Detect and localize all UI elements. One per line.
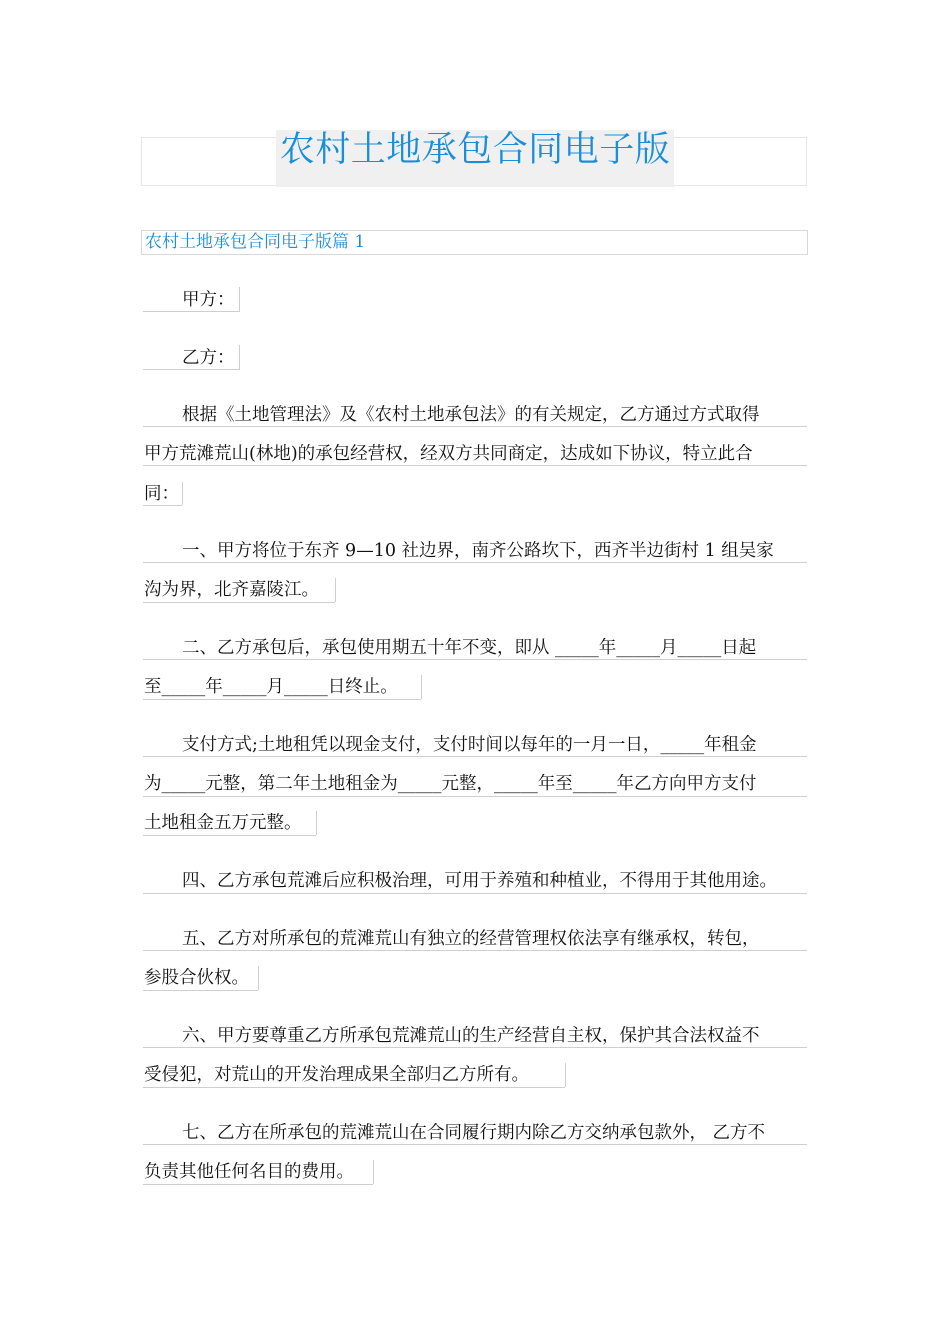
clause-2-line: 至_____年_____月_____日终止。 bbox=[144, 677, 398, 697]
text-edge bbox=[182, 482, 183, 505]
text-underline bbox=[143, 505, 182, 506]
text-underline bbox=[143, 465, 807, 466]
text-underline bbox=[143, 426, 807, 427]
section-heading: 农村土地承包合同电子版篇 1 bbox=[145, 232, 366, 252]
text-underline bbox=[143, 796, 807, 797]
text-edge bbox=[239, 287, 240, 311]
clause-2-line: 二、乙方承包后，承包使用期五十年不变，即从 _____年_____月_____日起 bbox=[182, 638, 757, 658]
clause-7-line: 负责其他任何名目的费用。 bbox=[144, 1162, 354, 1182]
clause-7-line: 七、乙方在所承包的荒滩荒山在合同履行期内除乙方交纳承包款外， 乙方不 bbox=[182, 1123, 766, 1143]
clause-4-line: 四、乙方承包荒滩后应积极治理，可用于养殖和种植业，不得用于其他用途。 bbox=[182, 871, 777, 891]
text-underline bbox=[143, 659, 807, 660]
clause-6-line: 六、甲方要尊重乙方所承包荒滩荒山的生产经营自主权，保护其合法权益不 bbox=[182, 1026, 760, 1046]
document-title: 农村土地承包合同电子版 bbox=[279, 130, 671, 170]
payment-line: 为_____元整，第二年土地租金为_____元整，_____年至_____年乙方向甲方支付 bbox=[144, 774, 757, 794]
text-underline bbox=[143, 602, 335, 603]
text-underline bbox=[143, 311, 240, 312]
text-edge bbox=[335, 578, 336, 602]
text-edge bbox=[373, 1160, 374, 1184]
text-underline bbox=[143, 1144, 807, 1145]
text-underline bbox=[143, 990, 258, 991]
text-underline bbox=[143, 1184, 373, 1185]
clause-1-line: 一、甲方将位于东齐 9—10 社边界，南齐公路坎下，西齐半边街村 1 组吴家 bbox=[182, 541, 774, 561]
paragraph-line: 甲方荒滩荒山(林地)的承包经营权，经双方共同商定，达成如下协议，特立此合 bbox=[144, 444, 753, 464]
text-edge bbox=[565, 1063, 566, 1087]
payment-line: 支付方式;土地租凭以现金支付，支付时间以每年的一月一日，_____年租金 bbox=[182, 735, 757, 755]
text-underline bbox=[143, 1047, 807, 1048]
party-a-label: 甲方： bbox=[182, 290, 235, 310]
paragraph-line: 根据《土地管理法》及《农村土地承包法》的有关规定，乙方通过方式取得 bbox=[182, 405, 760, 425]
clause-5-line: 五、乙方对所承包的荒滩荒山有独立的经营管理权依法享有继承权，转包， bbox=[182, 929, 760, 949]
text-underline bbox=[143, 562, 807, 563]
payment-line: 土地租金五万元整。 bbox=[144, 813, 302, 833]
text-underline bbox=[143, 699, 421, 700]
party-b-label: 乙方： bbox=[182, 348, 235, 368]
text-underline bbox=[143, 835, 316, 836]
clause-1-line: 沟为界，北齐嘉陵江。 bbox=[144, 580, 319, 600]
paragraph-line: 同： bbox=[144, 484, 179, 504]
text-underline bbox=[143, 893, 807, 894]
text-underline bbox=[143, 369, 240, 370]
text-underline bbox=[143, 756, 807, 757]
text-underline bbox=[143, 1087, 565, 1088]
text-edge bbox=[239, 345, 240, 369]
text-edge bbox=[316, 811, 317, 835]
text-underline bbox=[143, 950, 807, 951]
clause-5-line: 参股合伙权。 bbox=[144, 968, 249, 988]
text-edge bbox=[258, 966, 259, 990]
text-edge bbox=[421, 675, 422, 699]
clause-6-line: 受侵犯，对荒山的开发治理成果全部归乙方所有。 bbox=[144, 1065, 529, 1085]
